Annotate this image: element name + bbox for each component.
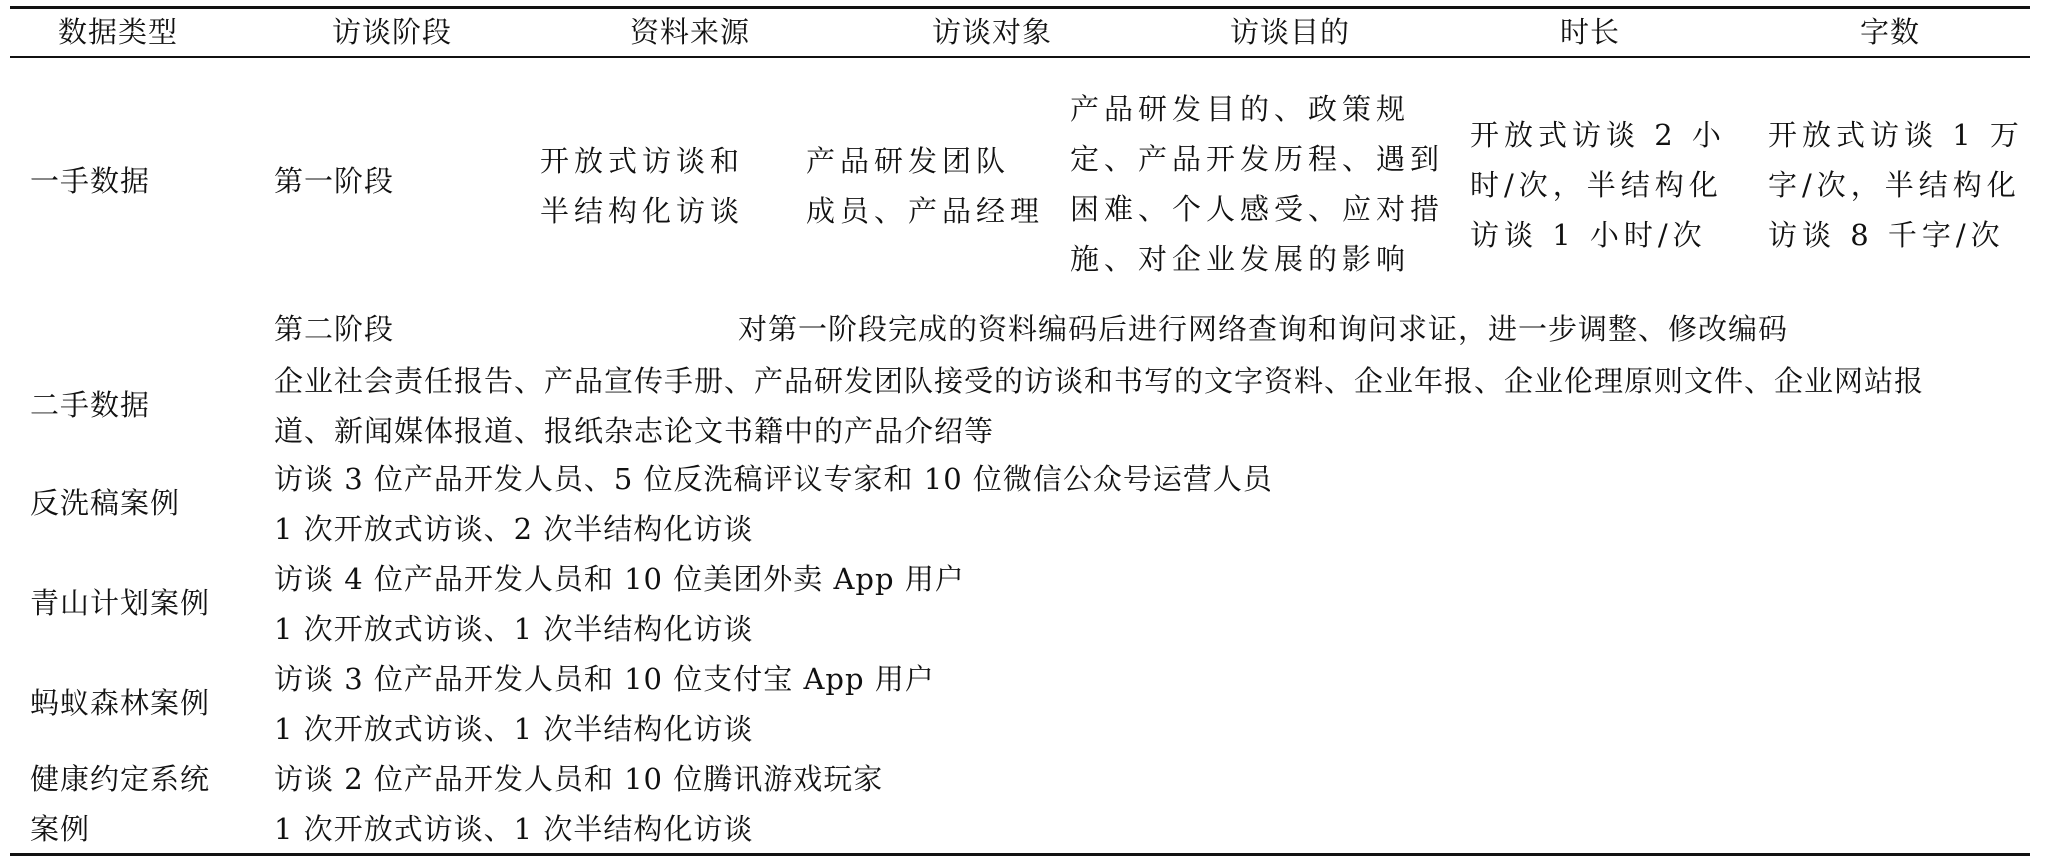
header-purpose: 访谈目的: [1230, 15, 1351, 49]
case-name: 青山计划案例: [30, 586, 211, 620]
case-name: 蚂蚁森林案例: [30, 686, 211, 720]
source-line: 开放式访谈和: [540, 144, 745, 178]
case-line: 访谈 3 位产品开发人员和 10 位支付宝 App 用户: [274, 662, 935, 696]
stage1-subject: [806, 136, 1044, 236]
duration-line: 时/次，半结构化: [1470, 168, 1723, 202]
header-data-type: 数据类型: [58, 15, 179, 49]
header-source: 资料来源: [630, 15, 751, 49]
purpose-line: 产品研发目的、政策规: [1070, 92, 1411, 126]
case-line: 1 次开放式访谈、1 次半结构化访谈: [274, 812, 754, 846]
duration-line: 开放式访谈 2 小: [1470, 118, 1726, 152]
case-line: 1 次开放式访谈、2 次半结构化访谈: [274, 512, 754, 546]
stage2-description: 对第一阶段完成的资料编码后进行网络查询和询问求证，进一步调整、修改编码: [738, 312, 1789, 346]
subject-line: 成员、产品经理: [806, 194, 1045, 228]
header-stage: 访谈阶段: [332, 15, 453, 49]
case-line: 1 次开放式访谈、1 次半结构化访谈: [274, 612, 754, 646]
table-header-rule: [10, 56, 2030, 58]
stage1-duration: [1470, 110, 1726, 260]
secondary-line: 企业社会责任报告、产品宣传手册、产品研发团队接受的访谈和书写的文字资料、企业年报、企业伦理原则文件、企业网站报: [274, 364, 1925, 398]
stage1-label: 第一阶段: [274, 164, 395, 198]
case-line: 访谈 2 位产品开发人员和 10 位腾讯游戏玩家: [274, 762, 884, 796]
case-line: 1 次开放式访谈、1 次半结构化访谈: [274, 712, 754, 746]
case-name: 案例: [30, 812, 91, 846]
table-bottom-rule: [10, 853, 2030, 856]
purpose-line: 施、对企业发展的影响: [1070, 242, 1411, 276]
case-line: 访谈 3 位产品开发人员、5 位反洗稿评议专家和 10 位微信公众号运营人员: [274, 462, 1273, 496]
stage1-source: [540, 136, 744, 236]
case-name: 反洗稿案例: [30, 486, 181, 520]
case-line: 访谈 4 位产品开发人员和 10 位美团外卖 App 用户: [274, 562, 965, 596]
case-name: 健康约定系统: [30, 762, 211, 796]
duration-line: 访谈 1 小时/次: [1470, 218, 1707, 252]
subject-line: 产品研发团队: [806, 144, 1011, 178]
words-line: 开放式访谈 1 万: [1768, 118, 2024, 152]
source-line: 半结构化访谈: [540, 194, 745, 228]
stage2-label: 第二阶段: [274, 312, 395, 346]
stage1-words: [1768, 110, 2024, 260]
purpose-line: 困难、个人感受、应对措: [1070, 192, 1445, 226]
words-line: 字/次，半结构化: [1768, 168, 2021, 202]
purpose-line: 定、产品开发历程、遇到: [1070, 142, 1445, 176]
secondary-type-label: 二手数据: [30, 388, 151, 422]
secondary-line: 道、新闻媒体报道、报纸杂志论文书籍中的产品介绍等: [274, 414, 995, 448]
header-words: 字数: [1860, 15, 1921, 49]
words-line: 访谈 8 千字/次: [1768, 218, 2005, 252]
header-subject: 访谈对象: [932, 15, 1053, 49]
stage1-purpose: [1070, 84, 1444, 284]
primary-type-label: 一手数据: [30, 164, 151, 198]
table-top-rule: [10, 6, 2030, 9]
header-duration: 时长: [1560, 15, 1621, 49]
